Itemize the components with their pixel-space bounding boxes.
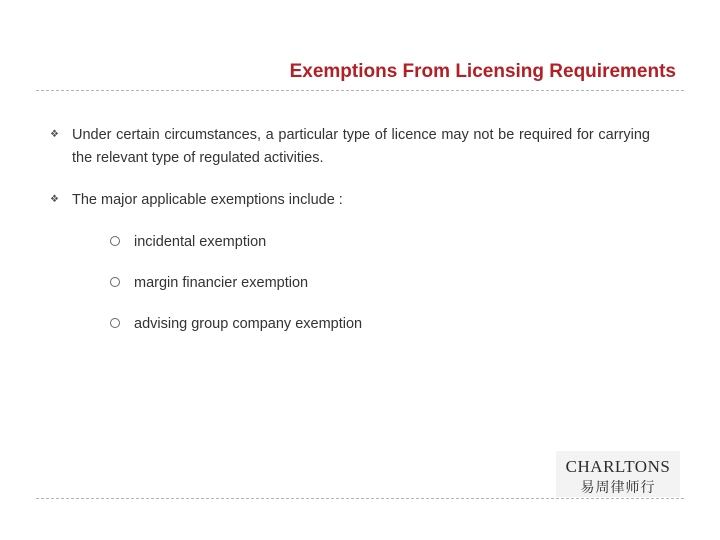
bottom-divider [36,498,684,499]
slide-title: Exemptions From Licensing Requirements [289,61,676,82]
bullet-item [50,189,650,212]
bullet-text: The major applicable exemptions include : [72,192,343,208]
charltons-logo [556,451,680,497]
circle-bullet-icon [110,318,120,328]
sub-item [110,232,266,252]
sub-item-text: incidental exemption [134,234,267,250]
bullet-item [50,124,650,170]
logo-chinese: 易周律师行 [580,480,656,496]
circle-bullet-icon [110,277,120,287]
sub-item-text: margin financier exemption [134,275,309,291]
fleur-bullet-icon: ❖ [50,194,59,205]
top-divider [36,90,684,91]
sub-item [110,314,362,334]
sub-item-text: advising group company exemption [134,316,363,332]
bullet-text: Under certain circumstances, a particular type of licence may not be required for carrying the relevant type of regulated activities. [72,127,650,166]
circle-bullet-icon [110,236,120,246]
fleur-bullet-icon: ❖ [50,129,59,140]
logo-english: CHARLTONS [565,457,671,476]
sub-item [110,273,308,293]
